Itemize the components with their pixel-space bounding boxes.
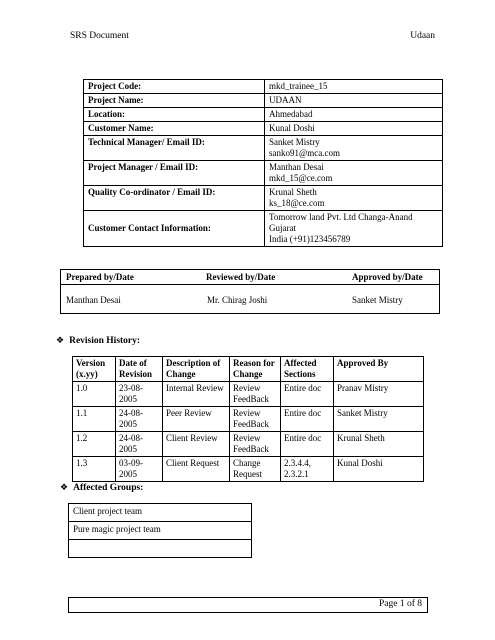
column-header: Date of Revision <box>116 357 163 382</box>
column-header: Reason for Change <box>230 357 281 382</box>
table-cell: 1.0 <box>73 382 116 407</box>
info-label: Project Manager / Email ID: <box>84 161 265 186</box>
table-row <box>84 80 443 94</box>
table-row <box>69 522 252 540</box>
table-row <box>69 540 252 558</box>
info-value <box>265 186 443 211</box>
table-cell: 1.1 <box>73 407 116 432</box>
table-cell: Kunal Doshi <box>334 457 424 482</box>
table-cell: Pranav Mistry <box>334 382 424 407</box>
diamond-bullet-icon: ❖ <box>60 483 69 493</box>
prepared-by-header: Prepared by/Date <box>66 272 134 282</box>
table-row <box>84 161 443 186</box>
info-value-email: ks_18@ce.com <box>269 198 325 208</box>
info-label: Customer Name: <box>84 122 265 136</box>
table-cell: Client Request <box>163 457 230 482</box>
table-cell: Entire doc <box>281 407 334 432</box>
table-row <box>84 108 443 122</box>
reviewed-by-header: Reviewed by/Date <box>206 272 276 282</box>
table-cell: Entire doc <box>281 382 334 407</box>
table-cell: 1.3 <box>73 457 116 482</box>
info-value <box>265 136 443 161</box>
info-value-email: mkd_15@ce.com <box>269 173 333 183</box>
table-cell: Client Review <box>163 432 230 457</box>
info-value: mkd_trainee_15 <box>265 80 443 94</box>
table-cell: Change Request <box>230 457 281 482</box>
info-value <box>265 211 443 247</box>
table-header-row <box>73 357 424 382</box>
affected-groups-title: Affected Groups: <box>73 483 144 493</box>
table-row <box>84 186 443 211</box>
table-row <box>84 136 443 161</box>
info-value-line: Tomorrow land Pvt. Ltd Changa-Anand <box>269 212 413 222</box>
column-header: Affected Sections <box>281 357 334 382</box>
column-header: Approved By <box>334 357 424 382</box>
header-title: SRS Document <box>70 31 129 41</box>
table-cell: 24-08-2005 <box>116 407 163 432</box>
table-cell: Krunal Sheth <box>334 432 424 457</box>
table-row <box>73 382 424 407</box>
project-info-table <box>83 79 443 247</box>
table-row <box>73 432 424 457</box>
info-value-line: Manthan Desai <box>269 162 324 172</box>
approved-by-header: Approved by/Date <box>352 272 423 282</box>
table-row <box>84 122 443 136</box>
page-footer <box>68 597 428 613</box>
info-value-email: sanko91@mca.com <box>269 148 341 158</box>
info-label: Project Code: <box>84 80 265 94</box>
table-row <box>73 457 424 482</box>
info-value-line: Krunal Sheth <box>269 187 317 197</box>
table-cell: Entire doc <box>281 432 334 457</box>
info-label: Project Name: <box>84 94 265 108</box>
table-row <box>73 407 424 432</box>
revision-history-table <box>72 356 424 482</box>
table-cell: 03-09-2005 <box>116 457 163 482</box>
info-value <box>265 161 443 186</box>
reviewed-by-value: Mr. Chirag Joshi <box>207 295 268 305</box>
info-value: Ahmedabad <box>265 108 443 122</box>
info-value: Kunal Doshi <box>265 122 443 136</box>
table-cell: Review FeedBack <box>230 407 281 432</box>
table-row <box>84 211 443 247</box>
info-label: Customer Contact Information: <box>84 211 265 247</box>
list-item: Pure magic project team <box>69 522 252 540</box>
table-cell: 24-08-2005 <box>116 432 163 457</box>
revision-history-title: Revision History: <box>69 336 141 346</box>
info-label: Quality Co-ordinator / Email ID: <box>84 186 265 211</box>
list-item <box>69 540 252 558</box>
page-number: Page 1 of 8 <box>378 599 422 609</box>
column-header: Version (x.yy) <box>73 357 116 382</box>
revision-history-heading <box>56 336 140 346</box>
prepared-by-value: Manthan Desai <box>66 295 121 305</box>
info-value-line: Sanket Mistry <box>269 137 320 147</box>
table-cell: Sanket Mistry <box>334 407 424 432</box>
table-row <box>84 94 443 108</box>
table-cell: 23-08-2005 <box>116 382 163 407</box>
info-value-line: India (+91)123456789 <box>269 234 351 244</box>
table-cell: Review FeedBack <box>230 382 281 407</box>
approved-by-value: Sanket Mistry <box>352 295 403 305</box>
table-row <box>69 504 252 522</box>
list-item: Client project team <box>69 504 252 522</box>
signoff-divider <box>60 284 440 285</box>
table-cell: 2.3.4.4, 2.3.2.1 <box>281 457 334 482</box>
table-cell: Peer Review <box>163 407 230 432</box>
info-label: Technical Manager/ Email ID: <box>84 136 265 161</box>
table-cell: 1.2 <box>73 432 116 457</box>
header-project: Udaan <box>410 31 435 41</box>
table-cell: Review FeedBack <box>230 432 281 457</box>
affected-groups-table <box>68 503 252 558</box>
info-value: UDAAN <box>265 94 443 108</box>
info-label: Location: <box>84 108 265 122</box>
diamond-bullet-icon: ❖ <box>56 336 65 346</box>
column-header: Description of Change <box>163 357 230 382</box>
table-cell: Internal Review <box>163 382 230 407</box>
affected-groups-heading <box>60 483 143 493</box>
info-value-line: Gujarat <box>269 223 296 233</box>
